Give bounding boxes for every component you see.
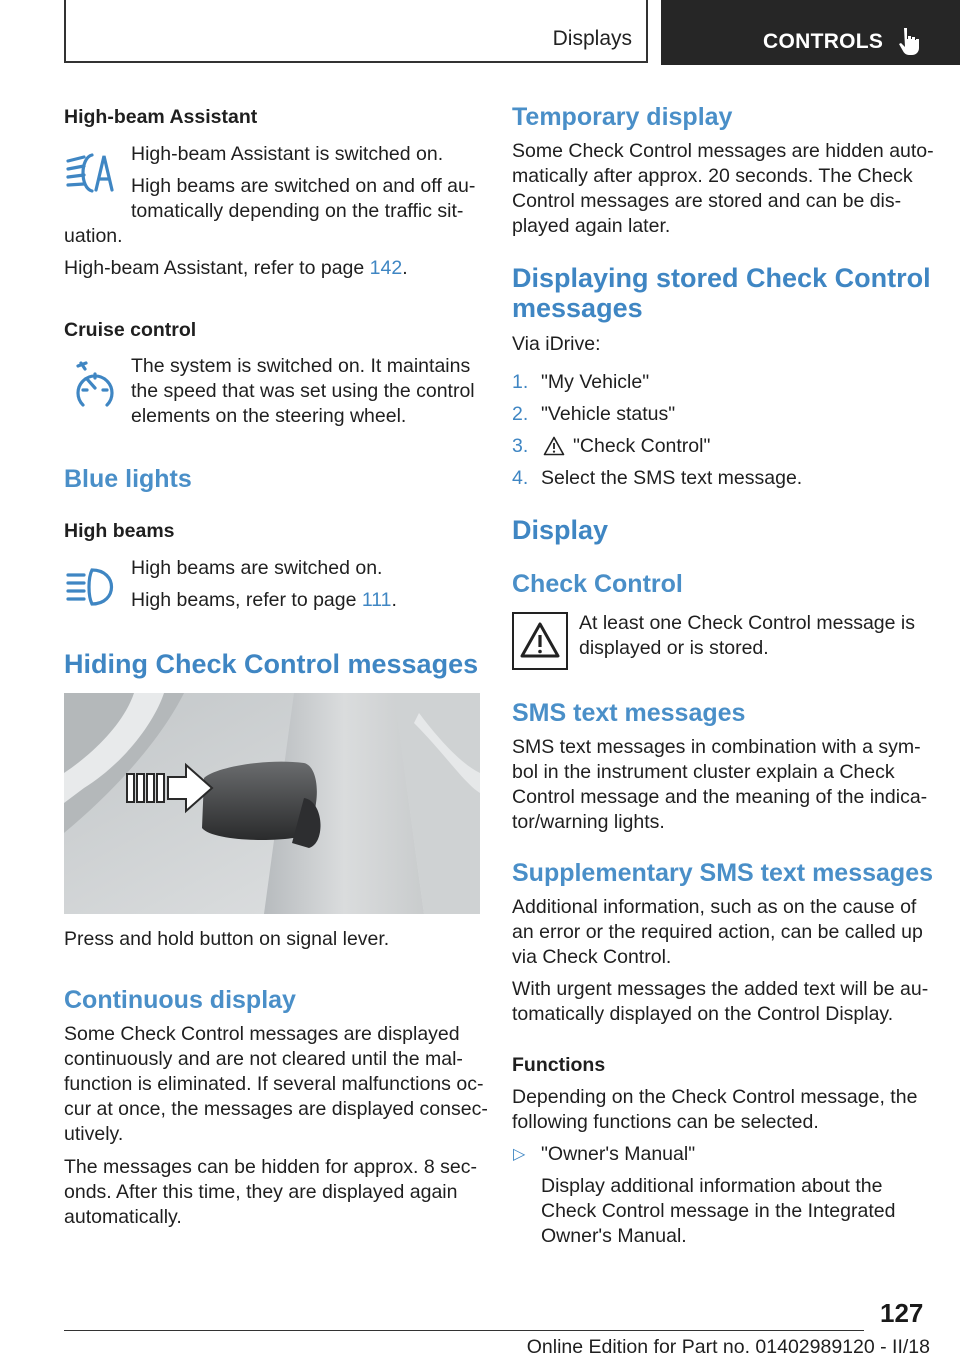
via-idrive: Via iDrive: xyxy=(512,333,601,355)
highbeam-assistant-line2: High beams are switched on and off au‐ xyxy=(131,175,476,197)
continuous-p2-line3: automatically. xyxy=(64,1206,182,1228)
supplementary-p1-line3: via Check Control. xyxy=(512,946,672,968)
highbeam-assistant-line4: uation. xyxy=(64,225,123,247)
header-chapter-tab xyxy=(661,0,960,65)
stored-messages-heading-line2: messages xyxy=(512,293,643,323)
high-beams-icon xyxy=(66,566,120,608)
step-number: 3. xyxy=(512,435,529,457)
check-control-warning-icon xyxy=(512,612,568,670)
functions-line1: Depending on the Check Control message, the xyxy=(512,1086,918,1108)
highbeam-assistant-icon xyxy=(66,152,120,194)
highbeam-assistant-line1: High-beam Assistant is switched on. xyxy=(131,143,444,165)
temporary-line3: Control messages are stored and can be dis‐ xyxy=(512,190,902,212)
page-number: 127 xyxy=(880,1298,924,1328)
highbeam-assistant-line3: tomatically depending on the traffic sit‐ xyxy=(131,200,464,222)
temporary-line1: Some Check Control messages are hidden auto‐ xyxy=(512,140,934,162)
high-beams-heading: High beams xyxy=(64,520,175,542)
supplementary-heading: Supplementary SMS text messages xyxy=(512,859,933,887)
check-control-line1: At least one Check Control message is xyxy=(579,612,915,634)
cruise-line2: the speed that was set using the control xyxy=(131,380,475,402)
header-section-box xyxy=(64,0,648,63)
step-select-sms: Select the SMS text message. xyxy=(541,467,803,489)
check-control-line2: displayed or is stored. xyxy=(579,637,769,659)
supplementary-p1-line2: an error or the required action, can be called up xyxy=(512,921,923,943)
edition-note: Online Edition for Part no. 01402989120 - II/18 xyxy=(526,1336,930,1358)
temporary-line4: played again later. xyxy=(512,215,671,237)
high-beams-reference: High beams, refer to page 111. xyxy=(131,589,397,611)
display-heading: Display xyxy=(512,515,609,545)
step-number: 4. xyxy=(512,467,529,489)
temporary-line2: matically after approx. 20 seconds. The Check xyxy=(512,165,913,187)
hiding-check-control-heading: Hiding Check Control messages xyxy=(64,649,479,679)
header-chapter-label: CONTROLS xyxy=(763,30,884,53)
continuous-p1-line4: cur at once, the messages are displayed consec‐ xyxy=(64,1098,488,1120)
highbeam-assistant-heading: High-beam Assistant xyxy=(64,106,258,128)
stored-messages-heading-line1: Displaying stored Check Control xyxy=(512,263,931,293)
sms-line2: bol in the instrument cluster explain a Check xyxy=(512,761,895,783)
step-check-control[interactable]: "Check Control" xyxy=(573,435,711,457)
continuous-p2-line1: The messages can be hidden for approx. 8 sec‐ xyxy=(64,1156,477,1178)
supplementary-p2-line1: With urgent messages the added text will be au‐ xyxy=(512,978,929,1000)
warning-triangle-small-icon xyxy=(543,436,565,456)
sms-heading: SMS text messages xyxy=(512,699,746,727)
check-control-heading: Check Control xyxy=(512,570,683,598)
cruise-control-heading: Cruise control xyxy=(64,319,197,341)
blue-lights-heading: Blue lights xyxy=(64,465,192,493)
owners-manual-item[interactable]: "Owner's Manual" xyxy=(541,1143,696,1165)
continuous-display-heading: Continuous display xyxy=(64,986,296,1014)
hand-pointer-icon xyxy=(897,26,921,56)
sms-line3: Control message and the meaning of the indica‐ xyxy=(512,786,928,808)
functions-line2: following functions can be selected. xyxy=(512,1111,819,1133)
hiding-caption: Press and hold button on signal lever. xyxy=(64,928,390,950)
step-vehicle-status[interactable]: "Vehicle status" xyxy=(541,403,676,425)
owners-manual-desc-line2: Check Control message in the Integrated xyxy=(541,1200,896,1222)
header-section-title: Displays xyxy=(552,27,632,50)
supplementary-p2-line2: tomatically displayed on the Control Display. xyxy=(512,1003,894,1025)
functions-heading: Functions xyxy=(512,1054,606,1076)
temporary-display-heading: Temporary display xyxy=(512,103,733,131)
cruise-line3: elements on the steering wheel. xyxy=(131,405,407,427)
sms-line4: tor/warning lights. xyxy=(512,811,665,833)
cruise-control-icon xyxy=(72,360,118,412)
owners-manual-desc-line3: Owner's Manual. xyxy=(541,1225,687,1247)
step-number: 1. xyxy=(512,371,529,393)
high-beams-line1: High beams are switched on. xyxy=(131,557,383,579)
highbeam-assistant-reference: High-beam Assistant, refer to page 142. xyxy=(64,257,408,279)
signal-lever-illustration xyxy=(64,693,480,914)
bullet-triangle-icon: ▷ xyxy=(513,1146,526,1163)
step-my-vehicle[interactable]: "My Vehicle" xyxy=(541,371,650,393)
footer-divider xyxy=(64,1330,864,1331)
cruise-line1: The system is switched on. It maintains xyxy=(131,355,471,377)
page-link-111[interactable]: 111 xyxy=(361,589,392,611)
continuous-p1-line1: Some Check Control messages are displayed xyxy=(64,1023,460,1045)
page-link-142[interactable]: 142 xyxy=(369,257,403,279)
sms-line1: SMS text messages in combination with a sym‐ xyxy=(512,736,921,758)
continuous-p2-line2: onds. After this time, they are displayed again xyxy=(64,1181,458,1203)
owners-manual-desc-line1: Display additional information about the xyxy=(541,1175,883,1197)
supplementary-p1-line1: Additional information, such as on the cause of xyxy=(512,896,917,918)
continuous-p1-line2: continuously and are not cleared until the mal‐ xyxy=(64,1048,463,1070)
step-number: 2. xyxy=(512,403,529,425)
continuous-p1-line3: function is eliminated. If several malfunctions oc‐ xyxy=(64,1073,484,1095)
continuous-p1-line5: utively. xyxy=(64,1123,124,1145)
